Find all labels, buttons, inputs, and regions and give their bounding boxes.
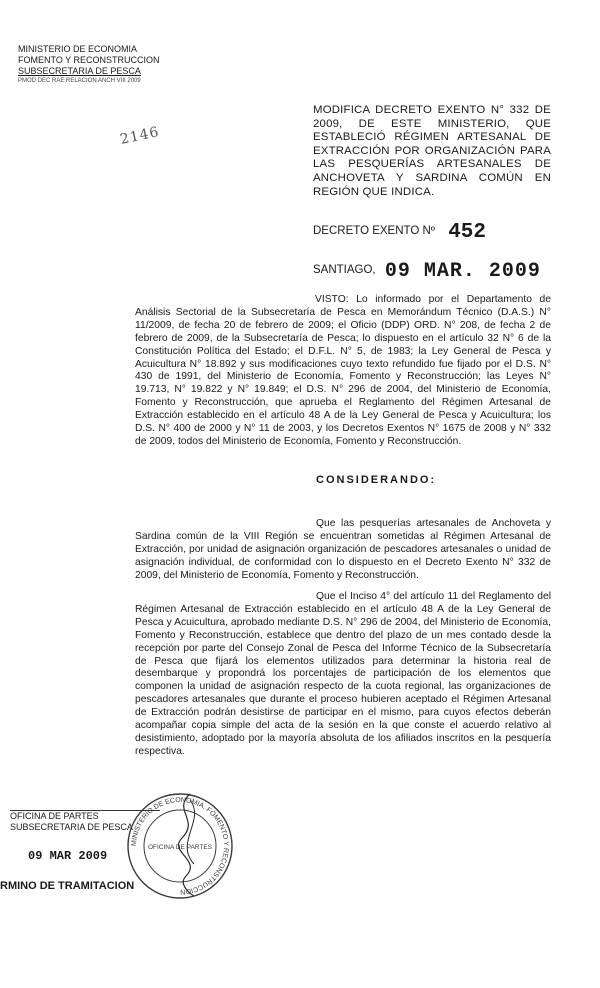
considerando-heading: CONSIDERANDO: bbox=[316, 474, 437, 486]
considerando-paragraph-2: Que el Inciso 4° del artículo 11 del Reglamento del Régimen Artesanal de Extracción establecido en el artículo 48 A de la Ley General de Pesca y Acuicultura, aprobado mediante D.S. N° 296 de 2004, del Ministerio de Economía, Fomento y Reconstrucción, establece que dentro del plazo de un mes contado desde la recepción por parte del Consejo Zonal de Pesca del Informe Técnico de la Subsecretaría de Pesca que fijará los elementos utilizados para determinar la historia real de desembarque y propondrá los porcentajes de participación de los elementos que componen la unidad de asignación respecto de la cuota regional, las organizaciones de pescadores artesanales que durante el proceso hubieren aceptado el Régimen Artesanal de Extracción podrán desistirse de participar en el mismo, para cuyos efectos deberán acompañar copia simple del acta de la sesión en la que conste el acuerdo relativo al desistimiento, adoptado por la mayoría absoluta de los afiliados inscritos en la pesquería respectiva. bbox=[135, 591, 551, 757]
office-stamp-status: RMINO DE TRAMITACION bbox=[0, 880, 135, 892]
letterhead bbox=[18, 44, 178, 85]
considerando-paragraph-1: Que las pesquerías artesanales de Anchoveta y Sardina común de la VIII Región se encuentran sometidas al Régimen Artesanal de Extracción, por unidad de asignación organización de pescadores artesanales o unidad de asignación individual, de conformidad con lo dispuesto en el Decreto Exento N° 332 de 2009, del Ministerio de Economía, Fomento y Reconstrucción. bbox=[135, 518, 551, 581]
office-stamp-title: OFICINA DE PARTES bbox=[10, 811, 99, 821]
signature bbox=[160, 790, 220, 900]
round-seal-ring-text: MINISTERIO DE ECONOMIA, FOMENTO Y RECONSTRUCCION bbox=[130, 796, 230, 896]
office-stamp-subtitle: SUBSECRETARIA DE PESCA bbox=[10, 822, 133, 832]
ministry-name: MINISTERIO DE ECONOMIA bbox=[18, 44, 138, 54]
round-seal-center-text: OFICINA DE PARTES bbox=[147, 844, 213, 851]
document-reference: PMOD DEC RAE RELACION ANCH VIII 2009 bbox=[18, 78, 141, 84]
visto-paragraph: VISTO: Lo informado por el Departamento de Análisis Sectorial de la Subsecretaría de Pesca en Memorándum Técnico (D.A.S.) N° 11/2009, de fecha 20 de febrero de 2009; el Oficio (DDP) ORD. N° 208, de fecha 2 de febrero de 2009, de la Subsecretaría de Pesca; lo dispuesto en el artículo 32 N° 6 de la Constitución Política del Estado; el D.F.L. N° 5, de 1983; la Ley General de Pesca y Acuicultura N° 18.892 y sus modificaciones cuyo texto refundido fue fijado por el D.S. N° 430 de 1991, del Ministerio de Economía, Fomento y Reconstrucción; las Leyes N° 19.713, N° 19.822 y N° 19.849; el D.S. N° 296 de 2004, del Ministerio de Economía, Fomento y Reconstrucción, que aprueba el Reglamento del Régimen Artesanal de Extracción establecido en el artículo 48 A de la Ley General de Pesca y Acuicultura; los D.S. N° 400 de 2000 y N° 11 de 2003, y los Decretos Exentos N° 1675 de 2008 y N° 332 de 2009, todos del Ministerio de Economía, Fomento y Reconstrucción. bbox=[135, 294, 551, 447]
subsecretaria-name: SUBSECRETARIA DE PESCA bbox=[18, 66, 141, 76]
decree-number: 452 bbox=[448, 221, 487, 244]
decree-number-line bbox=[313, 218, 487, 244]
handwritten-number: 2146 bbox=[118, 124, 161, 148]
ministry-name-line2: FOMENTO Y RECONSTRUCCION bbox=[18, 55, 160, 65]
place: SANTIAGO, bbox=[313, 264, 376, 276]
decree-label: DECRETO EXENTO Nº bbox=[313, 225, 435, 237]
office-stamp-date: 09 MAR 2009 bbox=[28, 849, 108, 863]
decree-subject: MODIFICA DECRETO EXENTO N° 332 DE 2009, DE ESTE MINISTERIO, QUE ESTABLECIÓ RÉGIMEN ARTESANAL DE EXTRACCIÓN POR ORGANIZACIÓN PARA LAS PESQUERÍAS ARTESANALES DE ANCHOVETA Y SARDINA COMÚN EN REGIÓN QUE INDICA. bbox=[313, 104, 551, 198]
place-date-line bbox=[313, 257, 541, 283]
date-stamp: 09 MAR. 2009 bbox=[384, 260, 541, 283]
